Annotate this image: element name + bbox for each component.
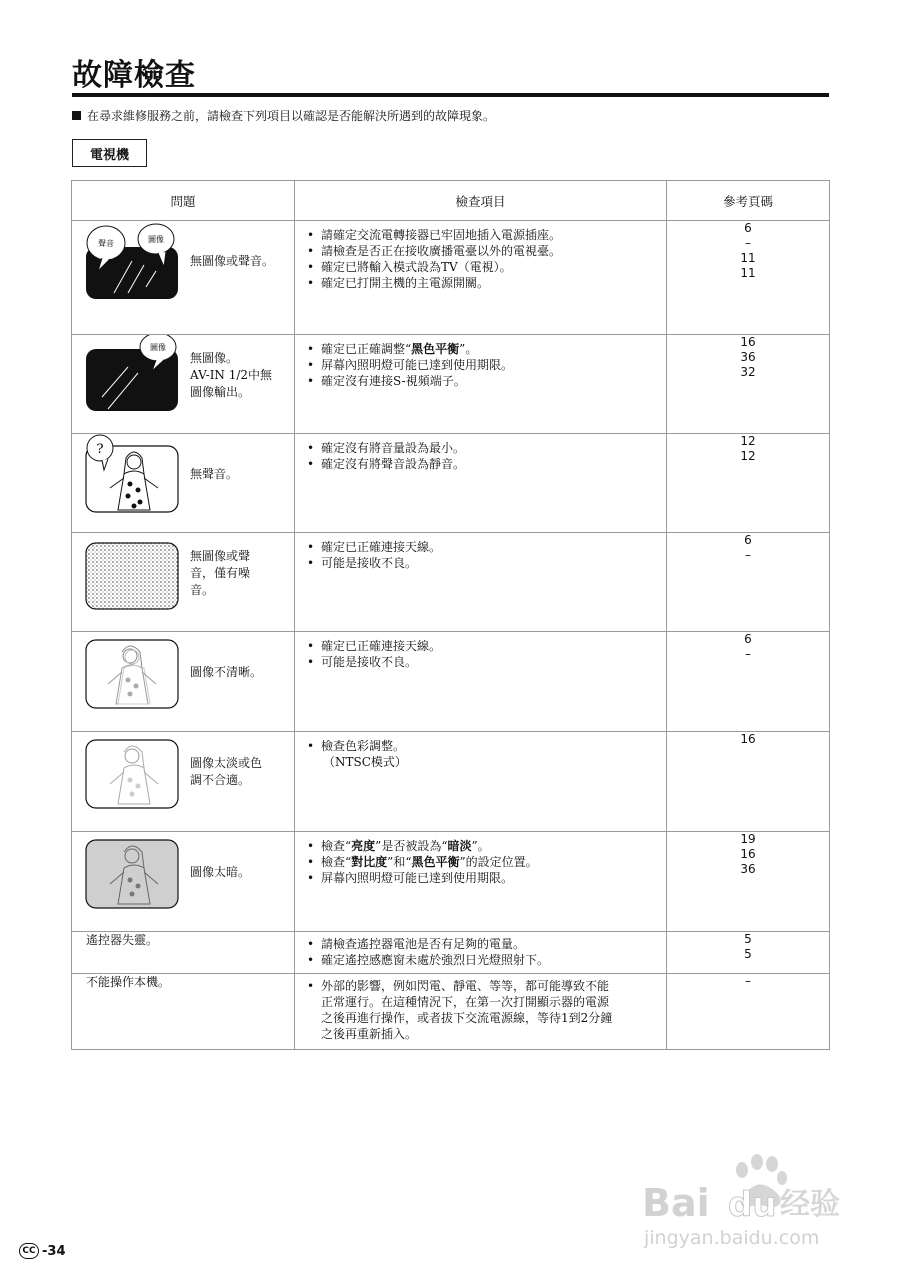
page-ref: 32 xyxy=(740,365,756,379)
problem-text: 不能操作本機。 xyxy=(86,975,171,989)
no-sound-illustration xyxy=(84,434,182,514)
baidu-watermark xyxy=(640,1140,850,1255)
problem-cell xyxy=(72,832,295,932)
check-item: • 確定已正確連接天線。 xyxy=(307,639,442,653)
check-item: • 確定已正確連接天線。 xyxy=(307,540,442,554)
check-note: （NTSC模式） xyxy=(323,755,407,769)
intro-note xyxy=(72,107,495,124)
table-row xyxy=(72,221,830,335)
problem-cell xyxy=(72,632,295,732)
table-row xyxy=(72,335,830,434)
watermark-brand-b: du xyxy=(728,1185,777,1225)
bubble-label-picture: 圖像 xyxy=(148,235,164,244)
problem-cell xyxy=(72,335,295,434)
check-item: • 確定沒有連接S-視頻端子。 xyxy=(307,374,466,388)
check-item: • 請確定交流電轉接器已牢固地插入電源插座。 xyxy=(307,228,562,242)
problem-cell xyxy=(72,533,295,632)
pages-cell xyxy=(667,221,830,335)
problem-cell xyxy=(72,974,295,1050)
troubleshooting-table xyxy=(71,180,830,1050)
watermark-brand-c: 经验 xyxy=(780,1187,840,1222)
question-mark: ? xyxy=(96,442,104,457)
problem-cell xyxy=(72,932,295,974)
checks-cell xyxy=(295,932,667,974)
section-tag: 電視機 xyxy=(72,139,147,167)
table-row xyxy=(72,533,830,632)
problem-text: 無聲音。 xyxy=(190,466,239,481)
check-item: • 可能是接收不良。 xyxy=(307,556,418,570)
page-ref: 6 xyxy=(744,221,752,235)
problem-text: 無圖像。 AV-IN 1/2中無 圖像輸出。 xyxy=(190,350,273,399)
problem-text: 無圖像或聲 音，僅有噪 音。 xyxy=(190,548,251,597)
page-ref: 12 xyxy=(740,434,756,448)
problem-cell xyxy=(72,434,295,533)
table-header-row xyxy=(72,181,830,221)
square-bullet-icon xyxy=(72,111,81,120)
page-ref: – xyxy=(745,647,751,661)
table-row xyxy=(72,434,830,533)
pages-cell xyxy=(667,932,830,974)
problem-text: 遙控器失靈。 xyxy=(86,933,159,947)
faded-color-illustration xyxy=(84,732,182,812)
pages-cell xyxy=(667,533,830,632)
problem-text: 圖像不清晰。 xyxy=(190,664,263,679)
page-ref: 16 xyxy=(740,847,756,861)
check-item: • 檢查“亮度”是否被設為“暗淡”。 xyxy=(307,839,490,853)
page-ref: 5 xyxy=(744,947,752,961)
pages-cell xyxy=(667,632,830,732)
page-ref: 12 xyxy=(740,449,756,463)
check-item: • 請檢查遙控器電池是否有足夠的電量。 xyxy=(307,937,526,951)
table-row xyxy=(72,832,830,932)
no-picture-no-sound-illustration xyxy=(84,221,182,301)
pages-cell xyxy=(667,335,830,434)
page-number: -34 xyxy=(42,1243,66,1259)
checks-cell xyxy=(295,974,667,1050)
page-footer xyxy=(19,1243,66,1259)
page-ref: 11 xyxy=(740,266,756,280)
page-ref: – xyxy=(745,548,751,562)
pages-cell xyxy=(667,434,830,533)
pages-cell xyxy=(667,732,830,832)
check-item: • 檢查“對比度”和“黑色平衡”的設定位置。 xyxy=(307,855,538,869)
page-ref: 36 xyxy=(740,350,756,364)
check-item: • 確定已打開主機的主電源開關。 xyxy=(307,276,490,290)
watermark-url: jingyan.baidu.com xyxy=(644,1227,820,1249)
table-row xyxy=(72,732,830,832)
page-ref: 6 xyxy=(744,533,752,547)
cc-badge-icon: CC xyxy=(19,1243,39,1259)
check-item: • 請檢查是否正在接收廣播電臺以外的電視臺。 xyxy=(307,244,562,258)
header-pages: 參考頁碼 xyxy=(667,181,830,221)
table-row xyxy=(72,974,830,1050)
pages-cell xyxy=(667,832,830,932)
checks-cell xyxy=(295,533,667,632)
problem-text: 圖像太暗。 xyxy=(190,864,251,879)
page-ref: 11 xyxy=(740,251,756,265)
checks-cell xyxy=(295,335,667,434)
pages-cell xyxy=(667,974,830,1050)
title-rule xyxy=(72,93,829,97)
page-ref: – xyxy=(745,236,751,250)
table-row xyxy=(72,932,830,974)
page-title: 故障檢查 xyxy=(72,58,196,93)
blurry-picture-illustration xyxy=(84,632,182,712)
check-item: • 屏幕內照明燈可能已達到使用期限。 xyxy=(307,358,514,372)
dark-picture-illustration xyxy=(84,832,182,912)
checks-cell xyxy=(295,221,667,335)
page-ref: 16 xyxy=(740,732,756,746)
problem-cell xyxy=(72,221,295,335)
page-ref: 36 xyxy=(740,862,756,876)
bubble-label-picture: 圖像 xyxy=(150,343,166,352)
no-picture-illustration xyxy=(84,335,182,415)
check-item: • 檢查色彩調整。 xyxy=(307,739,406,753)
page-ref: 19 xyxy=(740,832,756,846)
problem-cell xyxy=(72,732,295,832)
page-ref: 6 xyxy=(744,632,752,646)
problem-text: 圖像太淡或色 調不合適。 xyxy=(190,756,263,787)
page-ref: 16 xyxy=(740,335,756,349)
check-item: • 確定已將輸入模式設為TV（電視）。 xyxy=(307,260,512,274)
check-item: • 確定沒有將音量設為最小。 xyxy=(307,441,466,455)
table-row xyxy=(72,632,830,732)
check-item: • 外部的影響，例如閃電、靜電、等等，都可能導致不能 正常運行。在這種情況下，在第一次打開顯示器的電源 之後再進行操作，或者拔下交流電源線，等待1到2分鐘 之後再重新插入。 xyxy=(307,979,613,1041)
page-ref: – xyxy=(745,974,751,988)
header-problem: 問題 xyxy=(72,181,295,221)
check-item: • 屏幕內照明燈可能已達到使用期限。 xyxy=(307,871,514,885)
checks-cell xyxy=(295,434,667,533)
problem-text: 無圖像或聲音。 xyxy=(190,253,275,268)
check-item: • 確定已正確調整“黑色平衡”。 xyxy=(307,342,478,356)
check-item: • 確定遙控感應窗未處於強烈日光燈照射下。 xyxy=(307,953,550,967)
header-checks: 檢查項目 xyxy=(295,181,667,221)
bubble-label-sound: 聲音 xyxy=(98,239,114,248)
checks-cell xyxy=(295,832,667,932)
checks-cell xyxy=(295,632,667,732)
noise-screen-illustration xyxy=(84,533,182,613)
checks-cell xyxy=(295,732,667,832)
watermark-brand-a: Bai xyxy=(642,1181,710,1225)
check-item: • 可能是接收不良。 xyxy=(307,655,418,669)
page-ref: 5 xyxy=(744,932,752,946)
check-item: • 確定沒有將聲音設為靜音。 xyxy=(307,457,466,471)
intro-text: 在尋求維修服務之前，請檢查下列項目以確認是否能解決所遇到的故障現象。 xyxy=(87,109,496,123)
